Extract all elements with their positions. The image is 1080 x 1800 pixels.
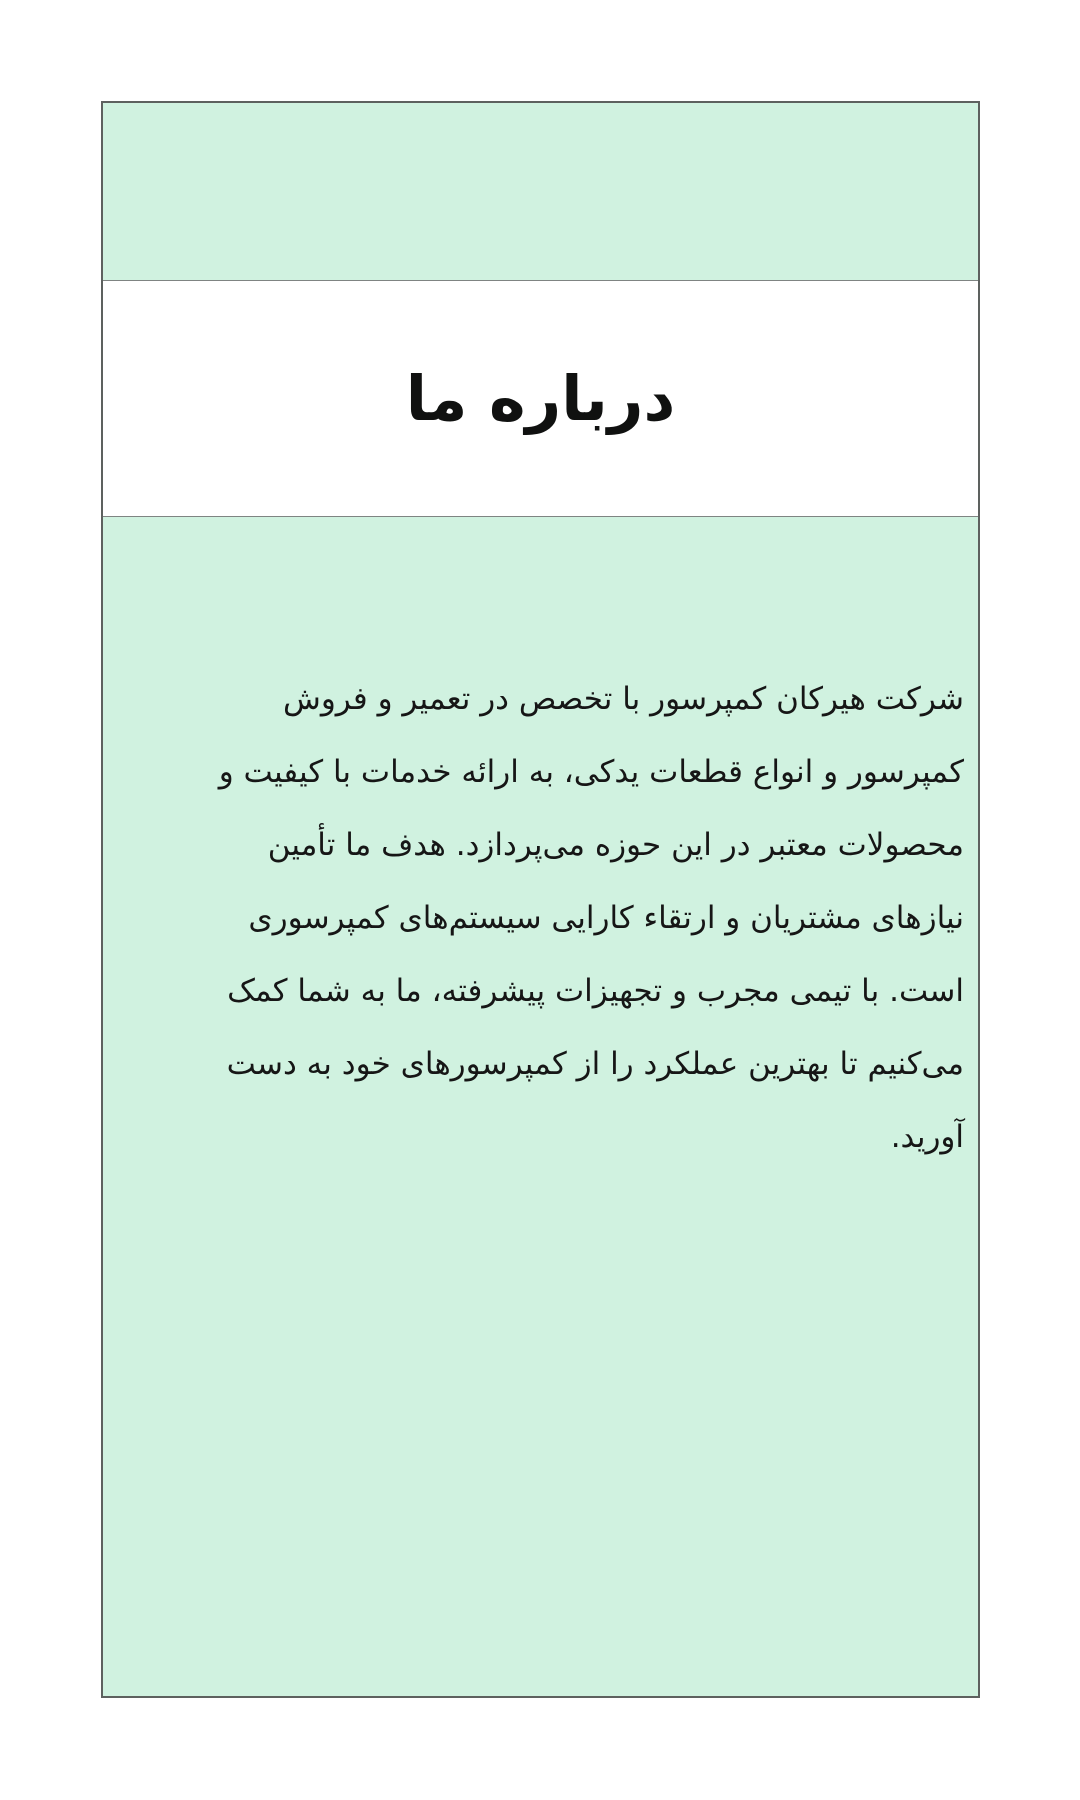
about-body-section [103, 517, 978, 1696]
about-card [101, 101, 980, 1698]
title-section [103, 280, 978, 517]
about-paragraph [117, 663, 964, 1174]
paragraph-line: کمپرسور و انواع قطعات یدکی، به ارائه خدمات با کیفیت و [218, 754, 964, 790]
paragraph-line: است. با تیمی مجرب و تجهیزات پیشرفته، ما به شما کمک [227, 973, 964, 1009]
card-top-band [103, 103, 978, 280]
paragraph-line: نیازهای مشتریان و ارتقاء کارایی سیستم‌های کمپرسوری [248, 900, 964, 936]
paragraph-line: محصولات معتبر در این حوزه می‌پردازد. هدف ما تأمین [267, 827, 964, 863]
paragraph-line: آورید. [890, 1119, 964, 1155]
paragraph-line: می‌کنیم تا بهترین عملکرد را از کمپرسورهای خود به دست [226, 1046, 964, 1082]
paragraph-line: شرکت هیرکان کمپرسور با تخصص در تعمیر و فروش [282, 681, 964, 717]
page-title: درباره ما [405, 362, 676, 435]
